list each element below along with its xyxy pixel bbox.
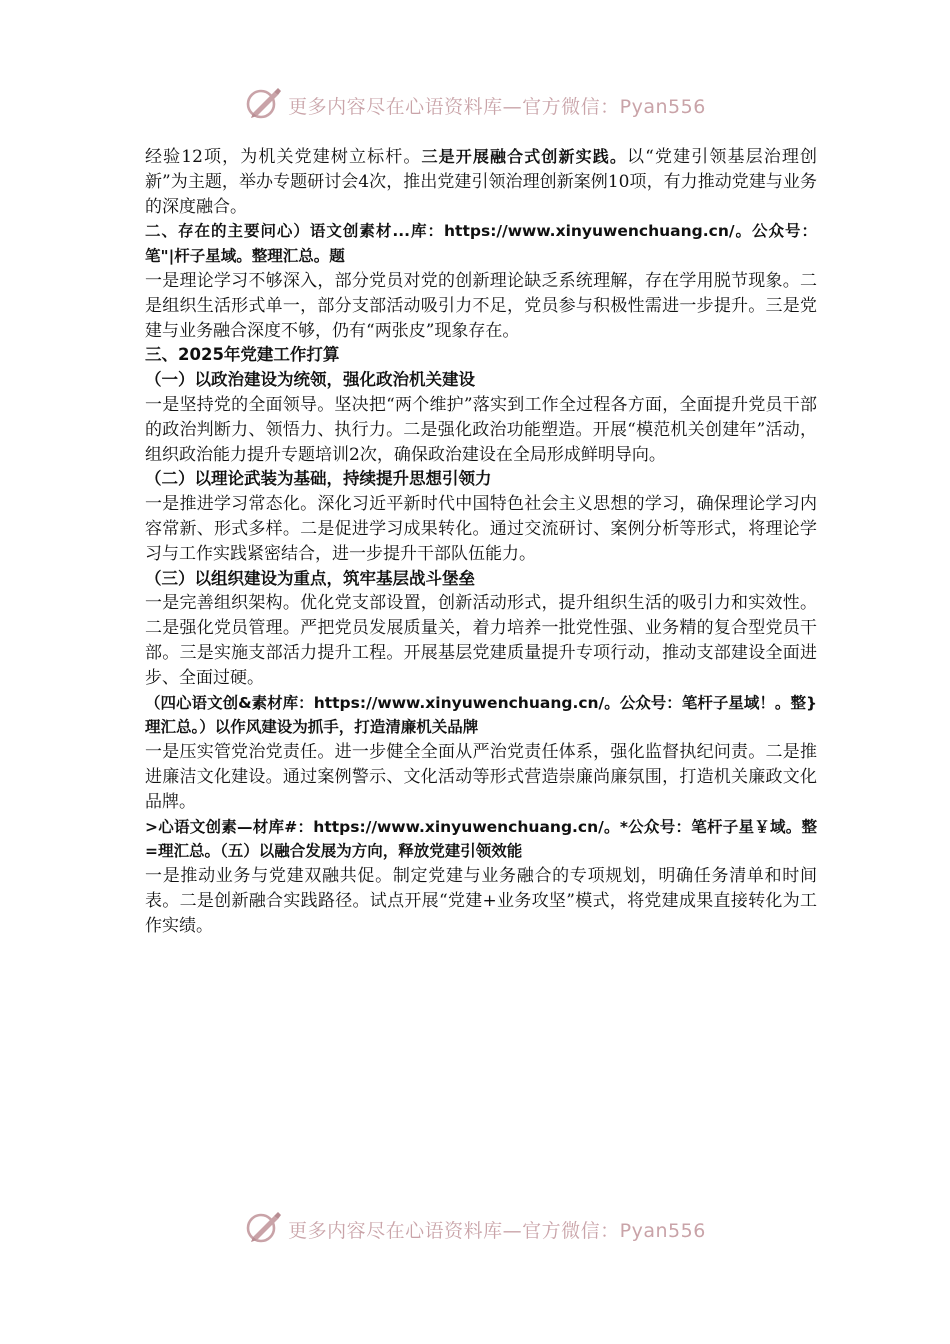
paragraph-style: 一是压实管党治党责任。进一步健全全面从严治党责任体系，强化监督执纪问责。二是推进廉洁文化建设。通过案例警示、文化活动等形式营造崇廉尚廉氛围，打造机关廉政文化品牌。 <box>145 742 817 812</box>
watermark-text: 更多内容尽在心语资料库—官方微信：Pyan556 <box>288 95 706 118</box>
pen-logo-icon <box>244 86 284 122</box>
subheading-style: （四心语文创&素材库：https://www.xinyuwenchuang.cn/。公众号：笔杆子星域！。整}理汇总。）以作风建设为抓手，打造清廉机关品牌 <box>145 693 817 737</box>
paragraph-theory: 一是推进学习常态化。深化习近平新时代中国特色社会主义思想的学习，确保理论学习内容常新、形式多样。二是促进学习成果转化。通过交流研讨、案例分析等形式，将理论学习与工作实践紧密结合，进一步提升干部队伍能力。 <box>145 494 817 564</box>
paragraph-achievements: 经验12项，为机关党建树立标杆。三是开展融合式创新实践。以“党建引领基层治理创新”为主题，举办专题研讨会4次，推出党建引领治理创新案例10项，有力推动党建与业务的深度融合。 <box>145 147 817 217</box>
pen-logo-icon <box>244 1210 284 1246</box>
bold-phrase: 三是开展融合式创新实践。 <box>421 147 628 166</box>
subheading-integration: >心语文创素—材库#：https://www.xinyuwenchuang.cn/。*公众号：笔杆子星￥域。整=理汇总。（五）以融合发展为方向，释放党建引领效能 <box>145 817 817 861</box>
subheading-political: （一）以政治建设为统领，强化政治机关建设 <box>145 370 475 390</box>
section-heading-problems: 二、存在的主要问心）语文创素材...库：https://www.xinyuwenchuang.cn/。公众号：笔"|杆子星域。整理汇总。题 <box>145 222 817 266</box>
bottom-watermark-banner <box>0 1210 950 1246</box>
paragraph-integration: 一是推动业务与党建双融共促。制定党建与业务融合的专项规划，明确任务清单和时间表。二是创新融合实践路径。试点开展“党建+业务攻坚”模式，将党建成果直接转化为工作实绩。 <box>145 866 817 936</box>
subheading-organization: （三）以组织建设为重点，筑牢基层战斗堡垒 <box>145 568 475 588</box>
top-watermark-banner <box>0 86 950 122</box>
paragraph-organization: 一是完善组织架构。优化党支部设置，创新活动形式，提升组织生活的吸引力和实效性。二是强化党员管理。严把党员发展质量关，着力培养一批党性强、业务精的复合型党员干部。三是实施支部活力提升工程。开展基层党建质量提升专项行动，推动支部建设全面进步、全面过硬。 <box>145 593 817 688</box>
subheading-theory: （二）以理论武装为基础，持续提升思想引领力 <box>145 469 492 489</box>
document-body <box>145 145 817 939</box>
section-heading-plan: 三、2025年党建工作打算 <box>145 345 340 365</box>
watermark-text: 更多内容尽在心语资料库—官方微信：Pyan556 <box>288 1219 706 1242</box>
paragraph-political: 一是坚持党的全面领导。坚决把“两个维护”落实到工作全过程各方面，全面提升党员干部的政治判断力、领悟力、执行力。二是强化政治功能塑造。开展“模范机关创建年”活动，组织政治能力提升专题培训2次，确保政治建设在全局形成鲜明导向。 <box>145 394 817 465</box>
paragraph-problems: 一是理论学习不够深入，部分党员对党的创新理论缺乏系统理解，存在学用脱节现象。二是组织生活形式单一，部分支部活动吸引力不足，党员参与积极性需进一步提升。三是党建与业务融合深度不够，仍有“两张皮”现象存在。 <box>145 270 817 341</box>
